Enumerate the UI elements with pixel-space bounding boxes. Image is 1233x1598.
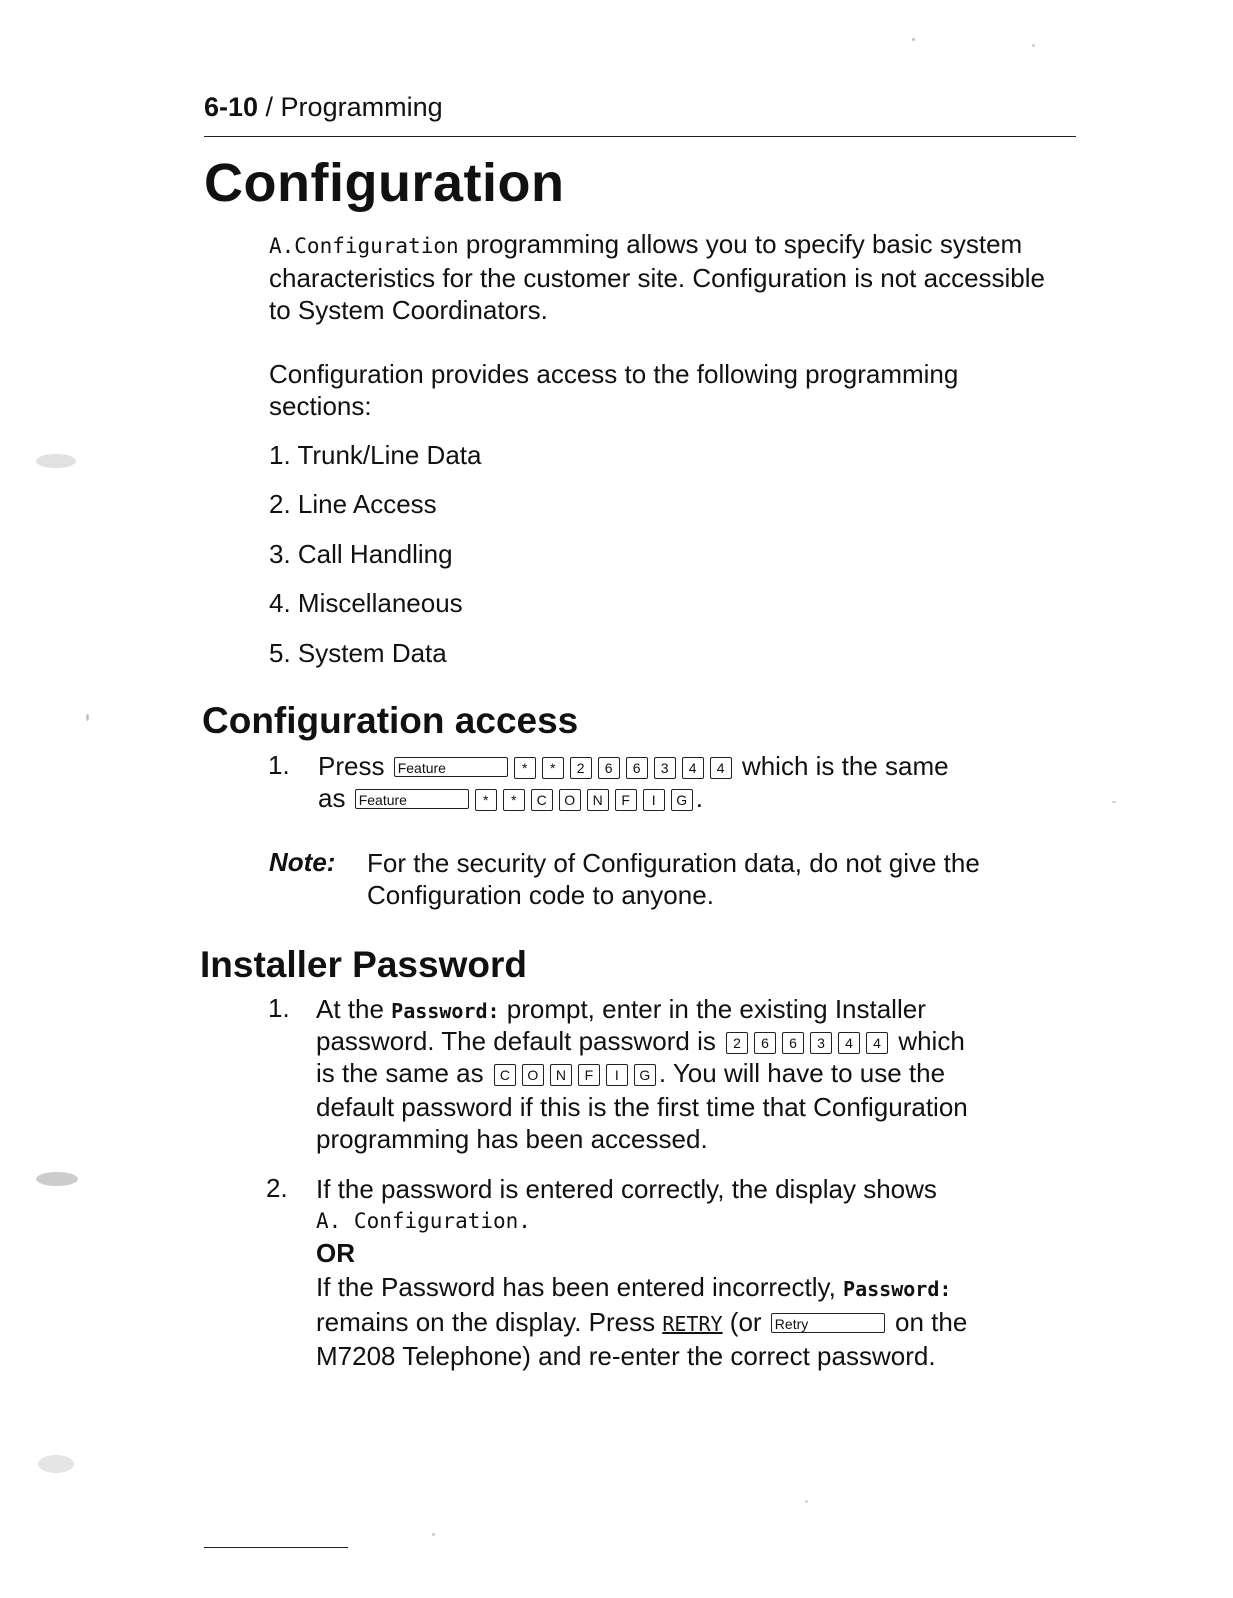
key-2: 2 [570, 757, 592, 779]
key-star: * [542, 757, 564, 779]
scan-speck [86, 714, 89, 721]
key-3: 3 [810, 1032, 832, 1054]
step2-text-c: remains on the display. Press [316, 1307, 663, 1337]
display-configuration: A. Configuration. [316, 1209, 531, 1233]
access-step-line2 [318, 782, 703, 814]
key-4: 4 [866, 1032, 888, 1054]
step2-text-b: If the Password has been entered incorrectly, [316, 1272, 844, 1302]
step2-text-e: on the [887, 1307, 968, 1337]
or-label: OR [316, 1238, 355, 1268]
header-rule [204, 136, 1076, 137]
press-label: Press [318, 751, 385, 781]
list-item: 1. Trunk/Line Data [269, 440, 482, 470]
key-g: G [634, 1064, 656, 1086]
password-prompt: Password: [391, 999, 500, 1023]
installer-step2-line4 [316, 1271, 951, 1305]
key-g: G [671, 789, 693, 811]
scan-speck [432, 1533, 435, 1536]
note-text: For the security of Configuration data, do not give the Configuration code to anyone. [367, 848, 980, 910]
installer-step2-line6: M7208 Telephone) and re-enter the correct password. [316, 1341, 936, 1371]
key-4: 4 [710, 757, 732, 779]
feature-key: Feature [394, 757, 508, 777]
step1-text-d: which [898, 1026, 965, 1056]
key-n: N [550, 1064, 572, 1086]
key-f: F [615, 789, 637, 811]
installer-step1-line1 [316, 993, 926, 1027]
key-6: 6 [626, 757, 648, 779]
access-step-number: 1. [268, 750, 290, 780]
note-label: Note: [269, 847, 336, 877]
step1-text-e: is the same as [316, 1058, 484, 1088]
period: . [695, 783, 703, 813]
key-4: 4 [838, 1032, 860, 1054]
key-star: * [514, 757, 536, 779]
key-4: 4 [682, 757, 704, 779]
key-n: N [587, 789, 609, 811]
feature-key: Feature [355, 789, 469, 809]
key-o: O [559, 789, 581, 811]
scan-speck [912, 38, 915, 41]
page-header [204, 92, 443, 123]
scan-smudge [36, 454, 76, 468]
list-item: 3. Call Handling [269, 539, 453, 569]
access-step-line1 [318, 750, 949, 782]
scan-speck [1112, 801, 1116, 803]
installer-step1-line3 [316, 1057, 945, 1089]
scan-smudge [36, 1172, 78, 1186]
key-6: 6 [598, 757, 620, 779]
footer-rule [204, 1547, 348, 1548]
intro-text-rest: system characteristics for the customer site. Configuration is not accessible to System Coordinators. [269, 229, 1046, 325]
section-name: / Programming [258, 92, 443, 122]
key-f: F [578, 1064, 600, 1086]
step1-text-f: . You will have to use the [658, 1058, 946, 1088]
intro-paragraph [269, 228, 1069, 326]
step1-text-a: At the [316, 994, 392, 1024]
key-6: 6 [754, 1032, 776, 1054]
list-item: 4. Miscellaneous [269, 588, 463, 618]
retry-key: Retry [771, 1313, 885, 1333]
step1-text-c: password. The default password is [316, 1026, 716, 1056]
step1-text-b: prompt, enter in the existing Installer [499, 994, 926, 1024]
installer-step2-number: 2. [266, 1173, 288, 1203]
retry-softkey: RETRY [662, 1312, 723, 1336]
key-6: 6 [782, 1032, 804, 1054]
list-item: 2. Line Access [269, 489, 437, 519]
scan-speck [1032, 44, 1035, 47]
key-2: 2 [726, 1032, 748, 1054]
key-i: I [606, 1064, 628, 1086]
installer-step1-line2 [316, 1025, 965, 1057]
installer-step1-line4: default password if this is the first time that Configuration [316, 1092, 968, 1122]
key-3: 3 [654, 757, 676, 779]
key-o: O [522, 1064, 544, 1086]
page-title: Configuration [204, 153, 565, 213]
intro-text-line1: programming allows you to specify basic [458, 229, 933, 259]
installer-step1-line5: programming has been accessed. [316, 1124, 708, 1154]
installer-step2-line1: If the password is entered correctly, the display shows [316, 1174, 937, 1204]
same-as-label: which is the same [741, 751, 949, 781]
key-c: C [494, 1064, 516, 1086]
sections-intro: Configuration provides access to the following programming sections: [269, 359, 959, 421]
page-number: 6-10 [204, 92, 259, 122]
key-star: * [503, 789, 525, 811]
key-i: I [643, 789, 665, 811]
list-item: 5. System Data [269, 638, 447, 668]
installer-step2-line5 [316, 1306, 967, 1340]
key-star: * [475, 789, 497, 811]
installer-step1-number: 1. [268, 993, 290, 1023]
installer-password-heading: Installer Password [200, 944, 527, 985]
as-label: as [318, 783, 346, 813]
configuration-access-heading: Configuration access [202, 700, 579, 741]
step2-text-d: (or [722, 1307, 769, 1337]
password-prompt: Password: [843, 1277, 952, 1301]
intro-code: A.Configuration [269, 234, 459, 258]
scan-speck [805, 1500, 808, 1503]
key-c: C [531, 789, 553, 811]
scan-smudge [38, 1455, 74, 1473]
